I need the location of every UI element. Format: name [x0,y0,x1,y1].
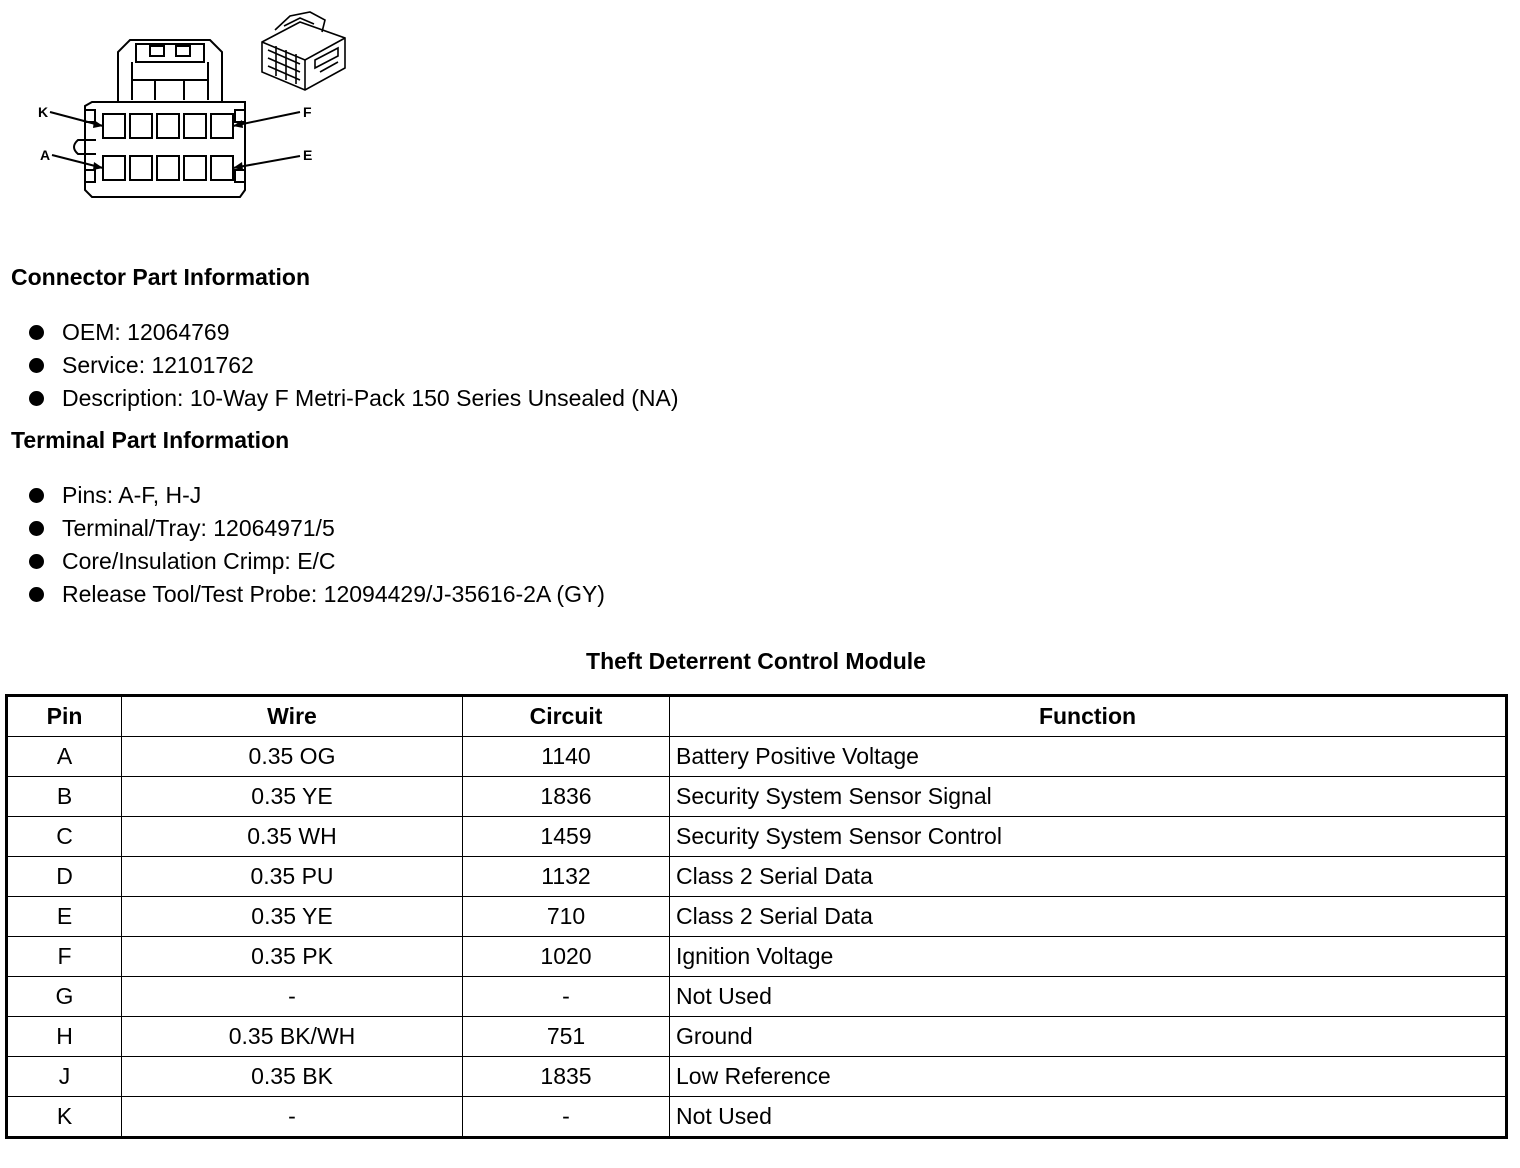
table-title: Theft Deterrent Control Module [586,648,926,674]
header-wire: Wire [122,696,463,737]
cell-pin: F [7,937,122,977]
cell-wire: - [122,977,463,1017]
list-item: Terminal/Tray: 12064971/5 [0,512,605,545]
cell-function: Battery Positive Voltage [670,737,1507,777]
cell-circuit: 751 [463,1017,670,1057]
cell-pin: H [7,1017,122,1057]
table-row [7,1017,1507,1057]
list-item: Core/Insulation Crimp: E/C [0,545,605,578]
table-row [7,977,1507,1017]
cell-function: Class 2 Serial Data [670,857,1507,897]
connector-info-heading: Connector Part Information [11,264,311,290]
bullet-icon [29,587,44,602]
table-row [7,937,1507,977]
cell-function: Security System Sensor Control [670,817,1507,857]
list-item: Release Tool/Test Probe: 12094429/J-35616-2A (GY) [0,578,605,611]
cell-wire: - [122,1097,463,1138]
list-item: OEM: 12064769 [0,316,679,349]
table-row [7,857,1507,897]
cell-wire: 0.35 BK [122,1057,463,1097]
cell-pin: C [7,817,122,857]
cell-pin: G [7,977,122,1017]
cell-function: Low Reference [670,1057,1507,1097]
cell-circuit: - [463,1097,670,1138]
cell-function: Class 2 Serial Data [670,897,1507,937]
cell-wire: 0.35 BK/WH [122,1017,463,1057]
cell-circuit: 710 [463,897,670,937]
cell-wire: 0.35 OG [122,737,463,777]
table-row [7,1057,1507,1097]
cell-pin: E [7,897,122,937]
table-row [7,737,1507,777]
table-header-row [7,696,1507,737]
cell-pin: J [7,1057,122,1097]
list-item: Description: 10-Way F Metri-Pack 150 Series Unsealed (NA) [0,382,679,415]
cell-wire: 0.35 YE [122,897,463,937]
cell-circuit: 1459 [463,817,670,857]
cell-pin: D [7,857,122,897]
bullet-icon [29,521,44,536]
cell-pin: K [7,1097,122,1138]
list-item: Pins: A-F, H-J [0,479,605,512]
cell-circuit: 1835 [463,1057,670,1097]
cell-circuit: 1020 [463,937,670,977]
header-circuit: Circuit [463,696,670,737]
terminal-info-heading: Terminal Part Information [11,427,290,453]
cell-function: Ground [670,1017,1507,1057]
label-f: F [303,104,312,120]
table-row [7,1097,1507,1138]
cell-pin: B [7,777,122,817]
bullet-icon [29,554,44,569]
cell-circuit: 1836 [463,777,670,817]
bullet-icon [29,325,44,340]
bullet-icon [29,488,44,503]
header-pin: Pin [7,696,122,737]
terminal-info-list [0,479,605,611]
cell-function: Security System Sensor Signal [670,777,1507,817]
header-function: Function [670,696,1507,737]
table-row [7,897,1507,937]
cell-function: Not Used [670,1097,1507,1138]
bullet-icon [29,391,44,406]
table-row [7,777,1507,817]
cell-circuit: - [463,977,670,1017]
label-k: K [38,104,49,120]
bullet-icon [29,358,44,373]
cell-function: Ignition Voltage [670,937,1507,977]
cell-pin: A [7,737,122,777]
connector-isometric-icon [262,12,345,90]
cell-wire: 0.35 PU [122,857,463,897]
cell-function: Not Used [670,977,1507,1017]
connector-diagram [0,0,380,215]
cell-circuit: 1132 [463,857,670,897]
cell-wire: 0.35 WH [122,817,463,857]
label-a: A [40,147,51,163]
label-e: E [303,147,313,163]
table-row [7,817,1507,857]
connector-info-list [0,316,679,415]
pin-table [5,694,1508,1139]
list-item: Service: 12101762 [0,349,679,382]
cell-wire: 0.35 PK [122,937,463,977]
cell-circuit: 1140 [463,737,670,777]
cell-wire: 0.35 YE [122,777,463,817]
